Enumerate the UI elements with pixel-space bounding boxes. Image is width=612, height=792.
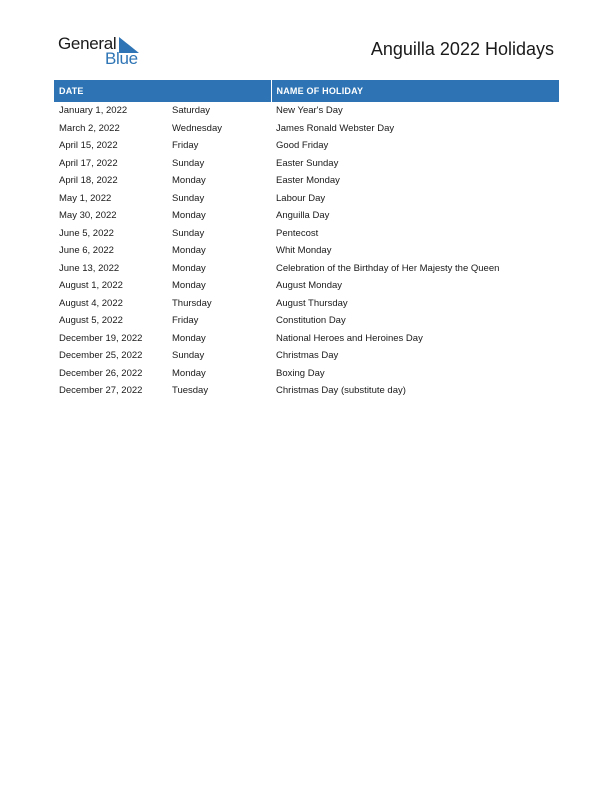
table-body [54, 102, 559, 400]
holiday-weekday: Monday [172, 280, 206, 292]
holiday-name: New Year's Day [276, 105, 343, 117]
table-row [54, 207, 559, 225]
holiday-weekday: Thursday [172, 297, 212, 309]
holiday-date: December 19, 2022 [59, 332, 143, 344]
holiday-date: December 27, 2022 [59, 385, 143, 397]
holiday-date: March 2, 2022 [59, 122, 120, 134]
table-header-row [54, 80, 559, 102]
logo-text-blue: Blue [105, 49, 138, 68]
holiday-date: June 13, 2022 [59, 262, 120, 274]
table-row [54, 260, 559, 278]
column-header-date: DATE [54, 80, 271, 102]
table-row [54, 120, 559, 138]
table-row [54, 155, 559, 173]
holiday-name: Easter Monday [276, 175, 340, 187]
holiday-date: April 18, 2022 [59, 175, 118, 187]
table-row [54, 295, 559, 313]
holiday-name: Boxing Day [276, 367, 325, 379]
table-row [54, 242, 559, 260]
holiday-weekday: Sunday [172, 350, 205, 362]
holiday-date: June 6, 2022 [59, 245, 114, 257]
holiday-weekday: Monday [172, 175, 206, 187]
holiday-name: August Thursday [276, 297, 348, 309]
holiday-weekday: Monday [172, 262, 206, 274]
table-row [54, 312, 559, 330]
table-row [54, 172, 559, 190]
holiday-weekday: Monday [172, 367, 206, 379]
holiday-date: December 25, 2022 [59, 350, 143, 362]
holiday-date: August 5, 2022 [59, 315, 123, 327]
holiday-date: May 30, 2022 [59, 210, 117, 222]
table-row [54, 330, 559, 348]
generalblue-logo [58, 34, 148, 70]
column-header-holiday-name: NAME OF HOLIDAY [271, 80, 559, 102]
holiday-weekday: Monday [172, 332, 206, 344]
holiday-weekday: Monday [172, 210, 206, 222]
holiday-weekday: Friday [172, 315, 199, 327]
holiday-name: Celebration of the Birthday of Her Majesty the Queen [276, 262, 500, 274]
holiday-weekday: Wednesday [172, 122, 222, 134]
holiday-date: December 26, 2022 [59, 367, 143, 379]
holiday-weekday: Saturday [172, 105, 211, 117]
holiday-name: Christmas Day (substitute day) [276, 385, 406, 397]
table-row [54, 102, 559, 120]
holiday-name: Good Friday [276, 140, 329, 152]
table-row [54, 382, 559, 400]
holiday-weekday: Sunday [172, 157, 205, 169]
table-row [54, 190, 559, 208]
holiday-name: Anguilla Day [276, 210, 330, 222]
table-row [54, 225, 559, 243]
holiday-name: James Ronald Webster Day [276, 122, 395, 134]
holiday-weekday: Sunday [172, 192, 205, 204]
holiday-date: August 4, 2022 [59, 297, 123, 309]
logo-text-general: General [58, 34, 117, 53]
holiday-name: August Monday [276, 280, 343, 292]
holiday-name: Labour Day [276, 192, 326, 204]
holiday-name: National Heroes and Heroines Day [276, 332, 423, 344]
holiday-weekday: Sunday [172, 227, 205, 239]
document-title: Anguilla 2022 Holidays [370, 39, 554, 59]
holiday-weekday: Friday [172, 140, 199, 152]
holiday-name: Whit Monday [276, 245, 332, 257]
holiday-name: Christmas Day [276, 350, 339, 362]
table-row [54, 277, 559, 295]
table-row [54, 365, 559, 383]
holiday-date: April 17, 2022 [59, 157, 118, 169]
holiday-date: April 15, 2022 [59, 140, 118, 152]
table-row [54, 347, 559, 365]
table-row [54, 137, 559, 155]
holiday-date: June 5, 2022 [59, 227, 114, 239]
holiday-name: Constitution Day [276, 315, 346, 327]
holiday-weekday: Tuesday [172, 385, 209, 397]
holiday-date: May 1, 2022 [59, 192, 112, 204]
holiday-date: January 1, 2022 [59, 105, 128, 117]
holiday-name: Pentecost [276, 227, 319, 239]
holiday-weekday: Monday [172, 245, 206, 257]
holiday-table [54, 80, 559, 400]
holiday-name: Easter Sunday [276, 157, 339, 169]
holiday-date: August 1, 2022 [59, 280, 123, 292]
